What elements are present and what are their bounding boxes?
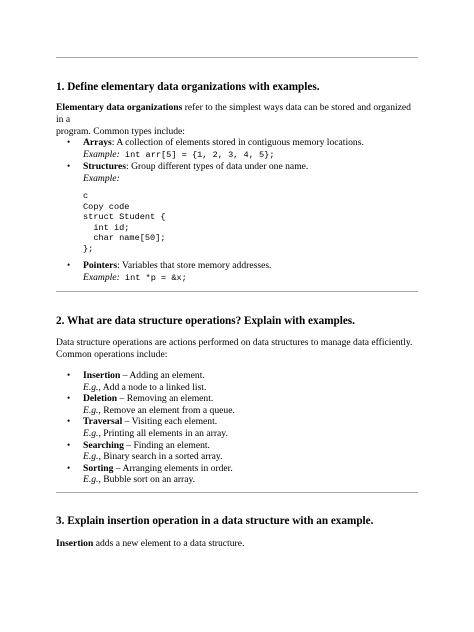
list-item [56,393,420,416]
list-item [56,440,420,463]
item-term: Deletion [83,393,118,405]
intro-text: adds a new element to a data structure. [93,538,245,549]
intro-text: refer to the simplest ways data can be stored and organized in a [56,102,411,126]
intro-term: Insertion [56,538,94,549]
item-term: Traversal [83,416,123,428]
example-label: Example: [83,148,120,160]
list-item [56,370,420,393]
eg-label: E.g., [83,404,101,416]
bullet-icon: • [67,370,71,380]
code-block: c Copy code struct Student { int id; char name[50]; }; [83,191,166,254]
bullet-icon: • [67,439,71,450]
item-desc: – Finding an element. [123,439,210,451]
example-code: int arr[5] = {1, 2, 3, 4, 5}; [119,149,275,160]
list-item [56,137,420,161]
item-desc: – Adding an element. [120,370,205,381]
eg-label: E.g., [83,474,101,486]
divider-top [56,57,418,58]
example-label: Example: [83,172,120,184]
item-desc: : Group different types of data under one name. [126,161,309,173]
eg-label: E.g., [83,381,101,393]
item-desc: : A collection of elements stored in contiguous memory locations. [111,137,364,148]
bullet-icon: • [67,161,71,172]
item-term: Searching [83,439,124,451]
eg-label: E.g., [83,451,101,463]
intro-text-line2: program. Common types include: [56,126,185,138]
item-desc: : Variables that store memory addresses. [117,260,272,271]
section1-heading: 1. Define elementary data organizations with examples. [56,81,320,93]
item-term: Pointers [83,260,118,271]
section1-list-a [56,137,420,184]
intro-text: Data structure operations are actions performed on data structures to manage data efficiently. [56,337,413,348]
example-code: int *p = &x; [119,272,187,283]
intro-text-line2: Common operations include: [56,349,168,361]
intro-term: Elementary data organizations [56,102,183,113]
section3-heading: 3. Explain insertion operation in a data structure with an example. [56,515,374,527]
item-term: Sorting [83,462,114,474]
list-item [56,161,420,184]
item-desc: – Removing an element. [117,393,214,405]
eg-text: Add a node to a linked list. [100,381,207,393]
section2-heading: 2. What are data structure operations? Explain with examples. [56,315,355,327]
divider-2 [56,492,418,493]
item-desc: – Visiting each element. [122,416,218,428]
bullet-icon: • [67,462,71,473]
list-item [56,463,420,486]
section1-list-b [56,260,420,284]
eg-text: Bubble sort on an array. [100,474,196,486]
bullet-icon: • [67,416,71,427]
section1-intro [56,102,420,139]
eg-text: Binary search in a sorted array. [100,451,223,463]
example-label: Example: [83,271,120,283]
section2-intro [56,337,420,361]
eg-text: Printing all elements in an array. [100,427,228,439]
bullet-icon: • [67,137,71,147]
section2-list [56,370,420,486]
list-item [56,416,420,439]
item-term: Structures [83,161,126,173]
bullet-icon: • [67,260,71,270]
item-desc: – Arranging elements in order. [113,462,233,474]
eg-label: E.g., [83,427,101,439]
eg-text: Remove an element from a queue. [100,404,235,416]
list-item [56,260,420,284]
item-term: Insertion [83,370,121,381]
bullet-icon: • [67,393,71,404]
section3-intro [56,538,420,550]
divider-1 [56,291,418,292]
item-term: Arrays [83,137,112,148]
